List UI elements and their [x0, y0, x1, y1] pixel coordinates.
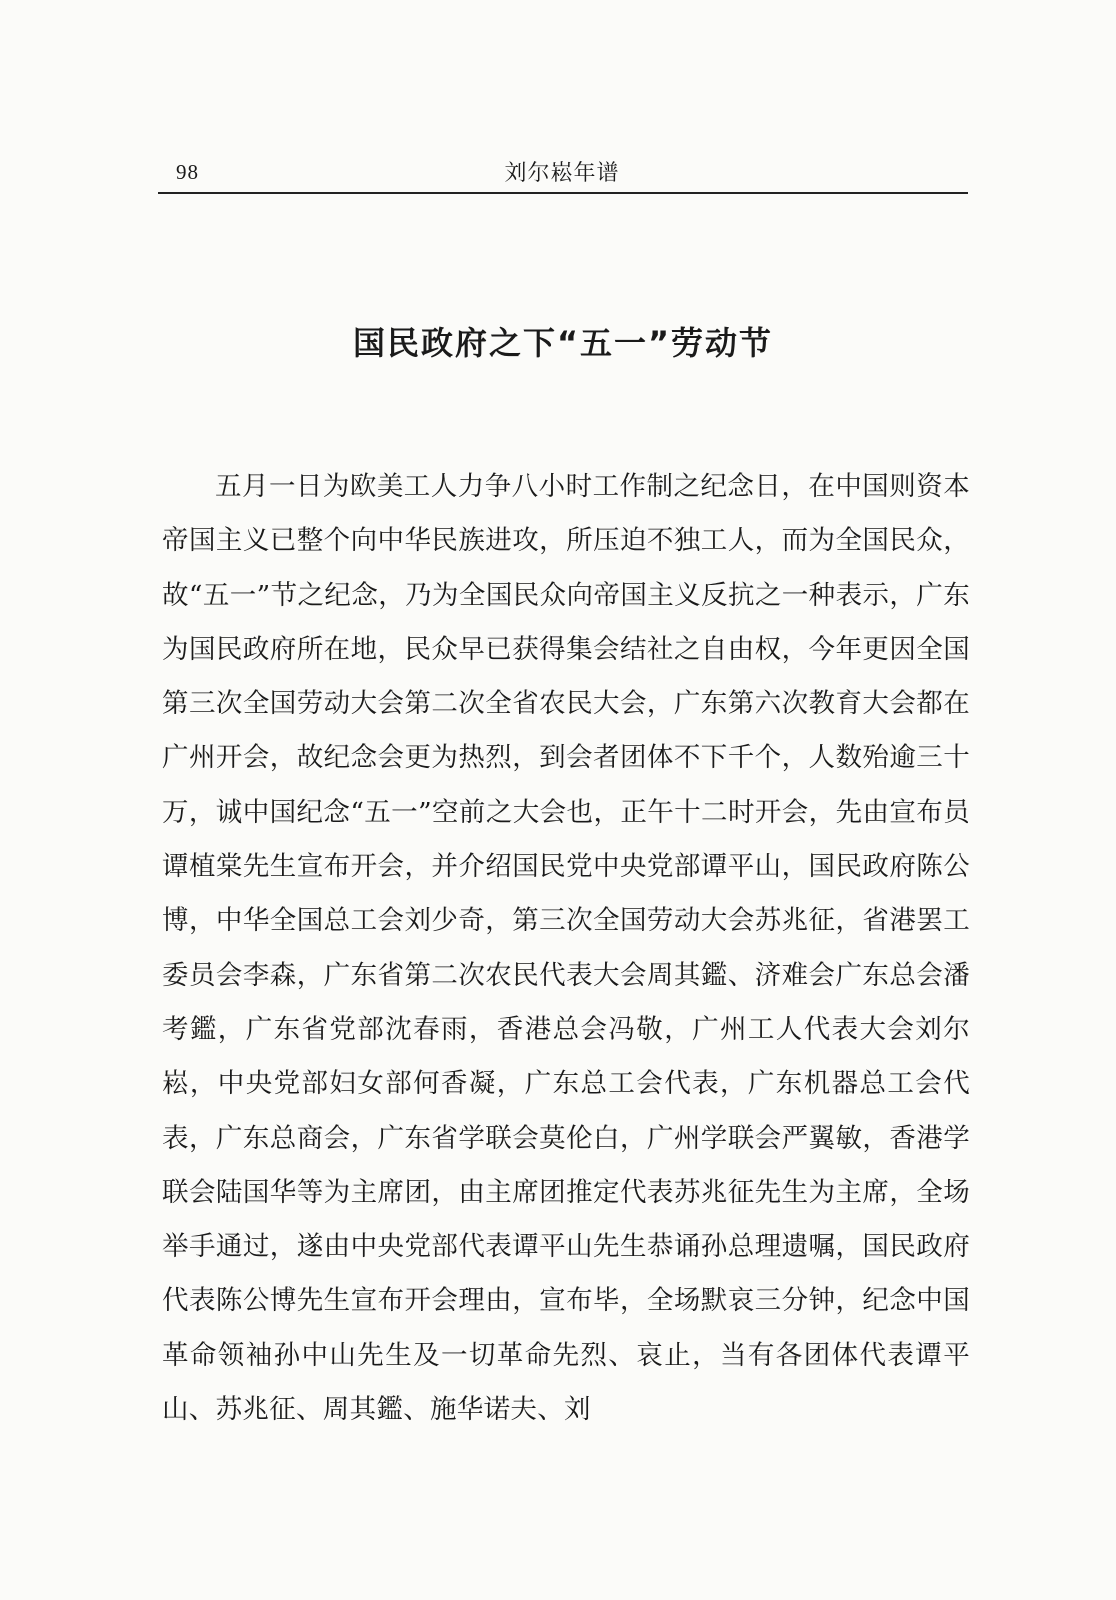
book-title: 刘尔崧年谱 — [504, 161, 620, 186]
article-title: 国民政府之下“五一”劳动节 — [352, 324, 774, 362]
page-number: 98 — [176, 160, 199, 184]
running-head — [158, 150, 966, 194]
article-paragraph: 五月一日为欧美工人力争八小时工作制之纪念日，在中国则资本帝国主义已整个向中华民族进攻，所压迫不独工人，而为全国民众，故“五一”节之纪念，乃为全国民众向帝国主义反抗之一种表示，广东为国民政府所在地，民众早已获得集会结社之自由权，今年更因全国第三次全国劳动大会第二次全省农民大会，广东第六次教育大会都在广州开会，故纪念会更为热烈，到会者团体不下千个，人数殆逾三十万，诚中国纪念“五一”空前之大会也，正午十二时开会，先由宣布员谭植棠先生宣布开会，并介绍国民党中央党部谭平山，国民政府陈公博，中华全国总工会刘少奇，第三次全国劳动大会苏兆征，省港罢工委员会李森，广东省第二次农民代表大会周其鑑、济难会广东总会潘考鑑，广东省党部沈春雨，香港总会冯敬，广州工人代表大会刘尔崧，中央党部妇女部何香凝，广东总工会代表，广东机器总工会代表，广东总商会，广东省学联会莫伦白，广州学联会严翼敏，香港学联会陆国华等为主席团，由主席团推定代表苏兆征先生为主席，全场举手通过，遂由中央党部代表谭平山先生恭诵孙总理遗嘱，国民政府代表陈公博先生宣布开会理由，宣布毕，全场默哀三分钟，纪念中国革命领袖孙中山先生及一切革命先烈、哀止，当有各团体代表谭平山、苏兆征、周其鑑、施华诺夫、刘 — [162, 471, 970, 1426]
header-rule — [158, 192, 968, 194]
